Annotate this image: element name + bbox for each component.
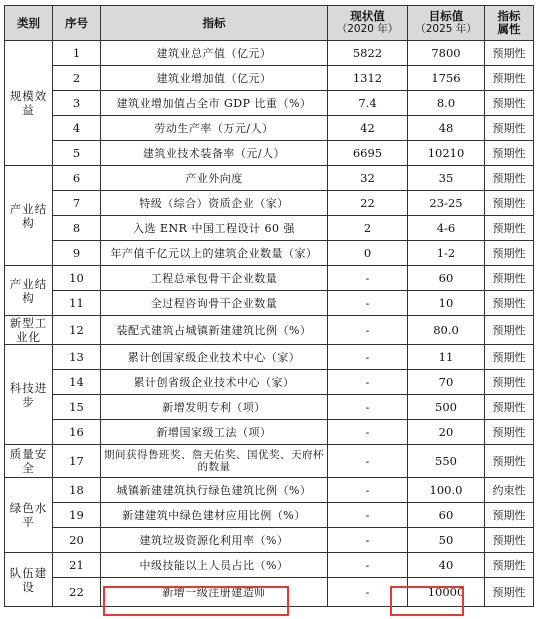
indicator-cell: 中级技能以上人员占比（%） — [101, 553, 328, 578]
table-row — [5, 370, 534, 395]
attr-cell: 预期性 — [485, 216, 534, 241]
category-cell: 队伍建设 — [5, 553, 53, 607]
seq-cell: 14 — [53, 370, 101, 395]
header-current — [328, 6, 408, 41]
header-attr-line1: 指标 — [497, 9, 521, 23]
current-cell: 2 — [328, 216, 408, 241]
category-cell: 科技进步 — [5, 345, 53, 445]
current-cell: - — [328, 420, 408, 445]
current-cell: - — [328, 370, 408, 395]
target-cell: 100.0 — [408, 478, 485, 503]
header-category: 类别 — [5, 6, 53, 41]
seq-cell: 9 — [53, 241, 101, 266]
current-cell: - — [328, 345, 408, 370]
target-cell: 50 — [408, 528, 485, 553]
attr-cell: 预期性 — [485, 445, 534, 478]
indicator-cell: 新增一级注册建造师 — [101, 578, 328, 607]
target-cell: 60 — [408, 266, 485, 291]
seq-cell: 15 — [53, 395, 101, 420]
target-cell: 8.0 — [408, 91, 485, 116]
seq-cell: 12 — [53, 316, 101, 345]
table-row — [5, 91, 534, 116]
table-row — [5, 528, 534, 553]
table-row — [5, 345, 534, 370]
current-cell: - — [328, 553, 408, 578]
indicator-cell: 工程总承包骨干企业数量 — [101, 266, 328, 291]
current-cell: - — [328, 316, 408, 345]
target-cell: 550 — [408, 445, 485, 478]
indicator-cell: 全过程咨询骨干企业数量 — [101, 291, 328, 316]
target-cell: 40 — [408, 553, 485, 578]
seq-cell: 2 — [53, 66, 101, 91]
header-row — [5, 6, 534, 41]
indicator-cell: 建筑业技术装备率（元/人） — [101, 141, 328, 166]
target-cell: 70 — [408, 370, 485, 395]
current-cell: - — [328, 528, 408, 553]
indicator-cell: 特级（综合）资质企业（家） — [101, 191, 328, 216]
indicator-table-container — [4, 5, 534, 607]
attr-cell: 预期性 — [485, 553, 534, 578]
attr-cell: 预期性 — [485, 191, 534, 216]
target-cell: 10000 — [408, 578, 485, 607]
indicator-cell: 入选 ENR 中国工程设计 60 强 — [101, 216, 328, 241]
header-target-year: （2025 年） — [415, 23, 477, 35]
attr-cell: 预期性 — [485, 578, 534, 607]
seq-cell: 5 — [53, 141, 101, 166]
seq-cell: 1 — [53, 41, 101, 66]
indicator-cell: 建筑业增加值（亿元） — [101, 66, 328, 91]
attr-cell: 预期性 — [485, 291, 534, 316]
seq-cell: 17 — [53, 445, 101, 478]
table-row — [5, 478, 534, 503]
table-row — [5, 241, 534, 266]
seq-cell: 18 — [53, 478, 101, 503]
seq-cell: 6 — [53, 166, 101, 191]
table-row — [5, 553, 534, 578]
target-cell: 80.0 — [408, 316, 485, 345]
current-cell: - — [328, 478, 408, 503]
attr-cell: 约束性 — [485, 478, 534, 503]
current-cell: 7.4 — [328, 91, 408, 116]
target-cell: 23-25 — [408, 191, 485, 216]
table-row — [5, 66, 534, 91]
indicator-cell: 建筑业增加值占全市 GDP 比重（%） — [101, 91, 328, 116]
attr-cell: 预期性 — [485, 241, 534, 266]
indicator-cell: 建筑垃圾资源化利用率（%） — [101, 528, 328, 553]
target-cell: 500 — [408, 395, 485, 420]
indicator-cell: 新建建筑中绿色建材应用比例（%） — [101, 503, 328, 528]
table-row — [5, 578, 534, 607]
seq-cell: 11 — [53, 291, 101, 316]
current-cell: - — [328, 291, 408, 316]
category-cell: 规模效益 — [5, 41, 53, 166]
current-cell: 1312 — [328, 66, 408, 91]
current-cell: - — [328, 503, 408, 528]
attr-cell: 预期性 — [485, 166, 534, 191]
seq-cell: 7 — [53, 191, 101, 216]
indicator-cell: 新增国家级工法（项） — [101, 420, 328, 445]
current-cell: 32 — [328, 166, 408, 191]
target-cell: 1756 — [408, 66, 485, 91]
attr-cell: 预期性 — [485, 370, 534, 395]
current-cell: 5822 — [328, 41, 408, 66]
current-cell: - — [328, 395, 408, 420]
seq-cell: 20 — [53, 528, 101, 553]
target-cell: 20 — [408, 420, 485, 445]
attr-cell: 预期性 — [485, 66, 534, 91]
target-cell: 10 — [408, 291, 485, 316]
target-cell: 60 — [408, 503, 485, 528]
seq-cell: 13 — [53, 345, 101, 370]
header-target-label: 目标值 — [428, 9, 464, 23]
table-row — [5, 191, 534, 216]
table-row — [5, 291, 534, 316]
seq-cell: 4 — [53, 116, 101, 141]
current-cell: 6695 — [328, 141, 408, 166]
attr-cell: 预期性 — [485, 420, 534, 445]
attr-cell: 预期性 — [485, 345, 534, 370]
seq-cell: 19 — [53, 503, 101, 528]
table-row — [5, 116, 534, 141]
attr-cell: 预期性 — [485, 266, 534, 291]
target-cell: 10210 — [408, 141, 485, 166]
category-cell: 绿色水平 — [5, 478, 53, 553]
table-row — [5, 41, 534, 66]
table-row — [5, 316, 534, 345]
indicator-cell: 累计创国家级企业技术中心（家） — [101, 345, 328, 370]
category-cell: 产业结构 — [5, 266, 53, 316]
current-cell: 22 — [328, 191, 408, 216]
current-cell: - — [328, 445, 408, 478]
attr-cell: 预期性 — [485, 528, 534, 553]
seq-cell: 22 — [53, 578, 101, 607]
indicator-cell: 累计创省级企业技术中心（家） — [101, 370, 328, 395]
table-row — [5, 445, 534, 478]
indicator-cell: 城镇新建建筑执行绿色建筑比例（%） — [101, 478, 328, 503]
seq-cell: 10 — [53, 266, 101, 291]
indicator-cell: 年产值千亿元以上的建筑企业数量（家） — [101, 241, 328, 266]
seq-cell: 8 — [53, 216, 101, 241]
header-current-year: （2020 年） — [336, 23, 399, 35]
attr-cell: 预期性 — [485, 316, 534, 345]
seq-cell: 16 — [53, 420, 101, 445]
current-cell: - — [328, 578, 408, 607]
target-cell: 35 — [408, 166, 485, 191]
indicator-cell: 新增发明专利（项） — [101, 395, 328, 420]
header-attr-line2: 属性 — [497, 22, 521, 36]
header-seq: 序号 — [53, 6, 101, 41]
category-cell: 新型工业化 — [5, 316, 53, 345]
indicator-cell: 产业外向度 — [101, 166, 328, 191]
header-current-label: 现状值 — [350, 9, 385, 23]
attr-cell: 预期性 — [485, 41, 534, 66]
category-cell: 质量安全 — [5, 445, 53, 478]
category-cell: 产业结构 — [5, 166, 53, 266]
seq-cell: 3 — [53, 91, 101, 116]
header-indicator: 指标 — [101, 6, 328, 41]
table-row — [5, 141, 534, 166]
target-cell: 1-2 — [408, 241, 485, 266]
attr-cell: 预期性 — [485, 395, 534, 420]
indicator-cell: 劳动生产率（万元/人） — [101, 116, 328, 141]
target-cell: 4-6 — [408, 216, 485, 241]
indicator-cell: 建筑业总产值（亿元） — [101, 41, 328, 66]
attr-cell: 预期性 — [485, 91, 534, 116]
table-row — [5, 503, 534, 528]
current-cell: 42 — [328, 116, 408, 141]
seq-cell: 21 — [53, 553, 101, 578]
table-row — [5, 266, 534, 291]
current-cell: - — [328, 266, 408, 291]
target-cell: 48 — [408, 116, 485, 141]
header-attr — [485, 6, 534, 41]
table-row — [5, 395, 534, 420]
table-row — [5, 420, 534, 445]
indicator-cell: 装配式建筑占城镇新建建筑比例（%） — [101, 316, 328, 345]
attr-cell: 预期性 — [485, 116, 534, 141]
attr-cell: 预期性 — [485, 141, 534, 166]
current-cell: 0 — [328, 241, 408, 266]
indicator-table — [4, 5, 534, 607]
table-row — [5, 216, 534, 241]
target-cell: 7800 — [408, 41, 485, 66]
header-target — [408, 6, 485, 41]
table-row — [5, 166, 534, 191]
attr-cell: 预期性 — [485, 503, 534, 528]
indicator-cell: 期间获得鲁班奖、詹天佑奖、国优奖、天府杯的数量 — [101, 445, 328, 478]
target-cell: 11 — [408, 345, 485, 370]
